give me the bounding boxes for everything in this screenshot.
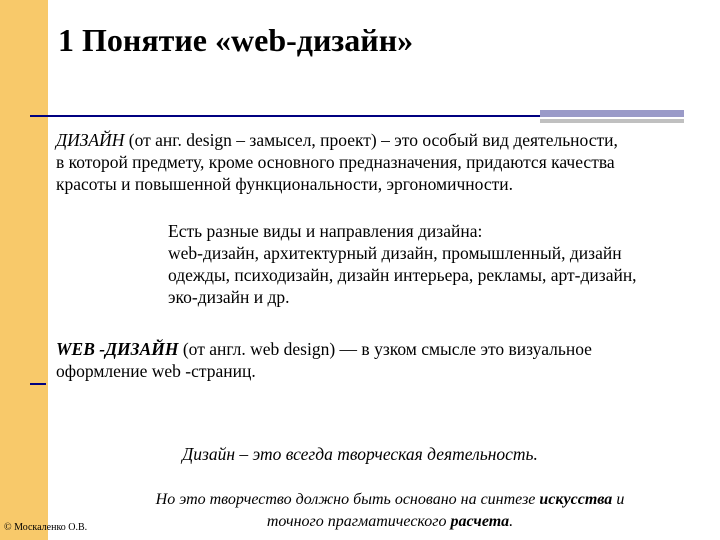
web-design-definition-line-2: оформление web -страниц.: [56, 361, 256, 381]
design-definition-line-3: красоты и повышенной функциональности, эргономичности.: [56, 174, 513, 194]
design-types-line-3: одежды, психодизайн, дизайн интерьера, рекламы, арт-дизайн,: [168, 265, 637, 285]
web-design-definition-line-1: (от англ. web design) — в узком смысле это визуальное: [178, 339, 592, 359]
quote-creative: Дизайн – это всегда творческая деятельность.: [182, 444, 538, 464]
design-term: ДИЗАЙН: [56, 130, 125, 150]
quote-synthesis-emphasis-art: искусства: [539, 491, 613, 508]
design-definition-line-2: в которой предмету, кроме основного предназначения, придаются качества: [56, 152, 615, 172]
web-design-term: WEB -ДИЗАЙН: [56, 339, 179, 359]
side-rule: [30, 383, 46, 385]
web-design-definition: [56, 338, 706, 382]
quote-synthesis-text-3: точного прагматического: [266, 513, 451, 530]
quote-synthesis-emphasis-calc: расчета: [450, 513, 510, 530]
title-underline-shadow: [540, 119, 684, 123]
quote-synthesis-text-1: Но это творчество должно быть основано на синтезе: [155, 491, 540, 508]
design-definition: [56, 129, 716, 195]
quote-synthesis-text-4: .: [509, 513, 514, 530]
title-underline-accent: [540, 110, 684, 117]
design-types: [168, 220, 716, 308]
design-types-line-4: эко-дизайн и др.: [168, 287, 290, 307]
slide-title: 1 Понятие «web-дизайн»: [58, 22, 414, 58]
design-types-line-1: Есть разные виды и направления дизайна:: [168, 221, 483, 241]
design-types-line-2: web-дизайн, архитектурный дизайн, промышленный, дизайн: [168, 243, 622, 263]
quote-synthesis: [60, 489, 720, 533]
design-definition-line-1: (от анг. design – замысел, проект) – это особый вид деятельности,: [124, 130, 618, 150]
title-underline: [30, 115, 540, 117]
copyright-notice: © Москаленко О.В.: [4, 522, 88, 533]
quote-synthesis-text-2: и: [612, 491, 625, 508]
